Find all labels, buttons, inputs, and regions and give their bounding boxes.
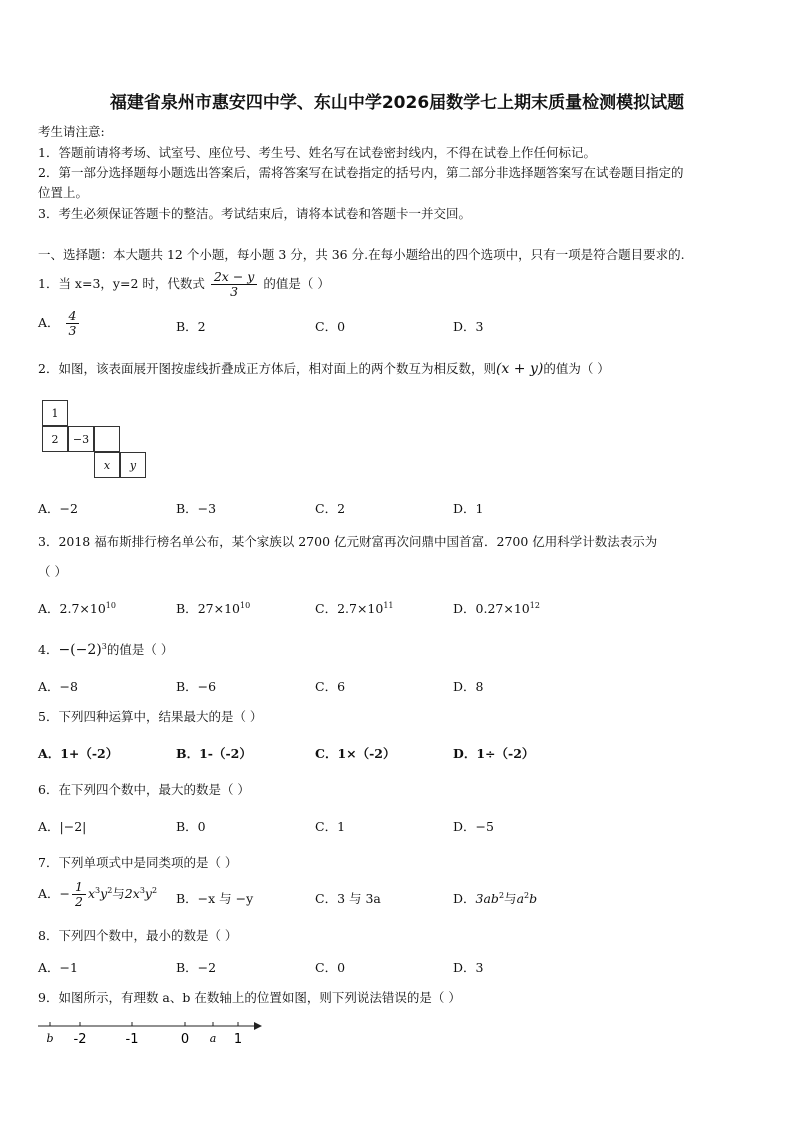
- question-1: [38, 270, 330, 299]
- q3-option-a-exp: 10: [105, 600, 116, 610]
- section-heading: 一、选择题：本大题共 12 个小题，每小题 3 分，共 36 分.在每小题给出的四个选项中，只有一项是符合题目要求的.: [38, 247, 685, 262]
- q7-a-num: 1: [72, 880, 86, 895]
- q4-prefix: 4．: [38, 642, 59, 657]
- q8-option-c: C．0: [315, 960, 346, 975]
- q7-d-a: a: [516, 891, 525, 906]
- q7-option-a-fraction: [72, 880, 86, 909]
- number-line-diagram: [36, 1014, 266, 1050]
- net-cell-x: x: [94, 452, 120, 478]
- label-a: a: [209, 1032, 217, 1045]
- q2-option-c: C．2: [315, 501, 346, 516]
- q8-option-a: A．−1: [38, 960, 78, 975]
- q2-option-a: A．−2: [38, 501, 78, 516]
- q7-option-d-label: D．: [453, 891, 476, 906]
- page-title: 福建省泉州市惠安四中学、东山中学2026届数学七上期末质量检测模拟试题: [109, 93, 685, 113]
- q8-option-d: D．3: [453, 960, 484, 975]
- q3-option-a-base: 2.7×10: [59, 601, 106, 616]
- q1-prefix: 1．当 x=3，y=2 时，代数式: [38, 276, 205, 291]
- q3-option-b-base: 27×10: [197, 601, 240, 616]
- question-3: 3．2018 福布斯排行榜名单公布，某个家族以 2700 亿元财富再次问鼎中国首富．2700 亿用科学计数法表示为: [38, 534, 658, 549]
- q7-option-a-label: A．−: [38, 886, 71, 901]
- q5-option-c: C．1×（-2）: [315, 746, 396, 761]
- notice-item-2-cont: 位置上。: [38, 185, 89, 200]
- q4-option-b: B．−6: [176, 679, 217, 694]
- q3-option-d-label: D．: [453, 601, 476, 616]
- q7-d-b: b: [529, 891, 538, 906]
- q6-option-d: D．−5: [453, 819, 494, 834]
- q2-option-b: B．−3: [176, 501, 217, 516]
- q3-option-c-exp: 11: [383, 600, 394, 610]
- q5-option-b: B．1-（-2）: [176, 746, 252, 761]
- q4-option-d: D．8: [453, 679, 484, 694]
- q3-option-a-label: A．: [38, 601, 60, 616]
- q7-a-y2-exp: 2: [151, 885, 158, 895]
- label-0: 0: [180, 1032, 190, 1047]
- question-9: 9．如图所示，有理数 a、b 在数轴上的位置如图，则下列说法错误的是（ ）: [38, 990, 461, 1005]
- q7-a-den: 2: [75, 894, 83, 909]
- q7-a-x-exp: 3: [95, 885, 101, 895]
- question-6: 6．在下列四个数中，最大的数是（ ）: [38, 782, 250, 797]
- q7-d-3ab-exp: 2: [498, 890, 505, 900]
- q3-option-b-exp: 10: [239, 600, 251, 610]
- q3-option-d-exp: 12: [529, 600, 540, 610]
- q1-numerator: 2x − y: [211, 270, 258, 285]
- q7-option-d: [453, 889, 537, 907]
- q4-exponent: 3: [101, 641, 107, 651]
- label-1: 1: [233, 1032, 243, 1047]
- net-cell-2: 2: [42, 426, 68, 452]
- q5-option-d: D．1÷（-2）: [453, 746, 535, 761]
- q4-suffix: 的值是（ ）: [106, 642, 174, 657]
- q1-denominator: 3: [230, 284, 239, 299]
- q7-d-3ab: 3ab: [475, 891, 499, 906]
- notice-item-2: 2．第一部分选择题每小题选出答案后，需将答案写在试卷指定的括号内，第二部分非选择题答案写在试卷题目指定的: [38, 165, 684, 180]
- q7-a-y-exp: 2: [107, 885, 113, 895]
- label-b: b: [46, 1032, 54, 1045]
- q6-option-b: B．0: [176, 819, 206, 834]
- question-4: [38, 640, 173, 658]
- q7-d-and: 与: [504, 891, 517, 906]
- q4-expression: −(−2): [58, 642, 102, 658]
- q2-prefix: 2．如图，该表面展开图按虚线折叠成正方体后，相对面上的两个数互为相反数，则: [38, 361, 496, 376]
- q6-option-a: A．|−2|: [38, 819, 87, 834]
- q1-option-d: D．3: [453, 319, 484, 334]
- q7-option-a: [38, 880, 157, 909]
- q3-paren: （ ）: [38, 564, 67, 579]
- q2-suffix: 的值为（ ）: [543, 361, 610, 376]
- notice-heading: 考生请注意:: [38, 124, 105, 139]
- q7-d-a-exp: 2: [524, 890, 530, 900]
- net-cell-3: −3: [68, 426, 94, 452]
- q3-option-c-base: 2.7×10: [337, 601, 384, 616]
- q3-option-c: [315, 599, 394, 617]
- q2-option-d: D．1: [453, 501, 484, 516]
- q1-option-a-fraction: [66, 309, 80, 338]
- q7-option-c: C．3 与 3a: [315, 891, 381, 906]
- q7-option-b: B．−x 与 −y: [176, 891, 254, 906]
- q2-expression: (x + y): [495, 361, 544, 377]
- net-cell-1: 1: [42, 400, 68, 426]
- q7-a-y2: y: [144, 886, 152, 901]
- q3-option-b: [176, 599, 250, 617]
- q7-a-and: 与: [112, 886, 125, 901]
- label-neg2: -2: [73, 1032, 87, 1047]
- net-cell-y: y: [120, 452, 146, 478]
- q1-option-a-den: 3: [68, 323, 77, 338]
- q8-option-b: B．−2: [176, 960, 217, 975]
- question-5: 5．下列四种运算中，结果最大的是（ ）: [38, 709, 263, 724]
- net-cell-4: [94, 426, 120, 452]
- q3-option-d: [453, 599, 540, 617]
- q6-option-c: C．1: [315, 819, 346, 834]
- q1-suffix: 的值是（ ）: [263, 276, 330, 291]
- q7-a-2x-exp: 3: [139, 885, 145, 895]
- question-8: 8．下列四个数中，最小的数是（ ）: [38, 928, 238, 943]
- q4-option-a: A．−8: [38, 679, 78, 694]
- q1-option-b: B．2: [176, 319, 206, 334]
- q1-option-a-num: 4: [66, 309, 80, 324]
- q7-a-x: x: [87, 886, 96, 901]
- q3-option-b-label: B．: [176, 601, 198, 616]
- q7-a-2x: 2x: [124, 886, 140, 901]
- q1-option-a-label: A．: [38, 315, 60, 330]
- q1-option-a: [38, 309, 81, 338]
- q1-fraction: [211, 270, 258, 299]
- number-line-arrow: [254, 1022, 262, 1030]
- label-neg1: -1: [125, 1032, 139, 1047]
- q3-option-a: [38, 599, 116, 617]
- q3-option-c-label: C．: [315, 601, 338, 616]
- q7-a-y: y: [100, 886, 108, 901]
- q5-option-a: A．1+（-2）: [38, 746, 119, 761]
- q3-option-d-base: 0.27×10: [475, 601, 530, 616]
- q1-option-c: C．0: [315, 319, 346, 334]
- q4-option-c: C．6: [315, 679, 346, 694]
- question-2: [38, 359, 610, 377]
- notice-item-3: 3．考生必须保证答题卡的整洁。考试结束后，请将本试卷和答题卡一并交回。: [38, 206, 471, 221]
- notice-item-1: 1．答题前请将考场、试室号、座位号、考生号、姓名写在试卷密封线内，不得在试卷上作任何标记。: [38, 145, 596, 160]
- question-7: 7．下列单项式中是同类项的是（ ）: [38, 855, 238, 870]
